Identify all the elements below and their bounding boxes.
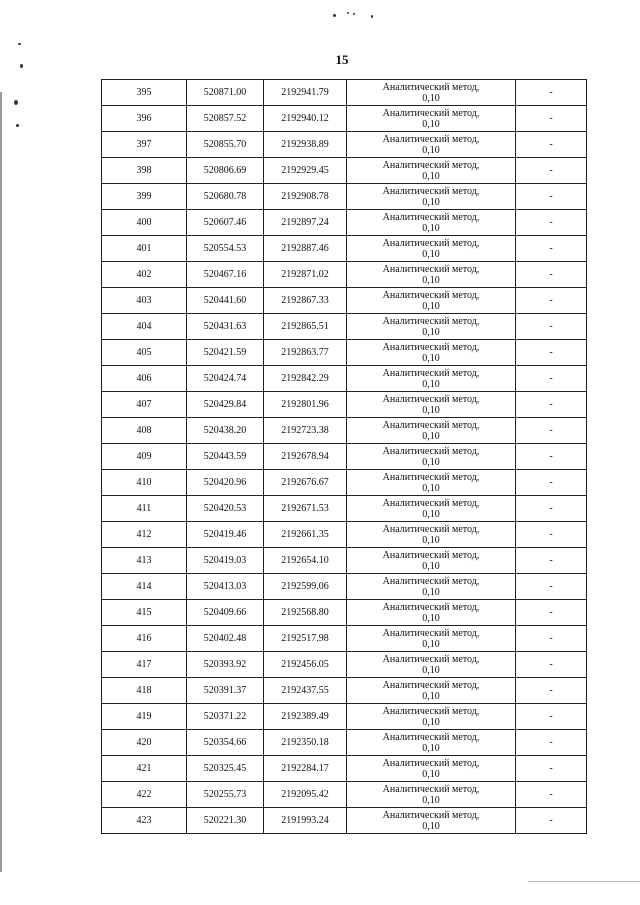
method-accuracy: 0,10 xyxy=(422,638,440,650)
point-number-cell: 397 xyxy=(102,132,187,158)
method-name: Аналитический метод, xyxy=(382,523,480,535)
method-accuracy: 0,10 xyxy=(422,196,440,208)
method-accuracy: 0,10 xyxy=(422,170,440,182)
method-name: Аналитический метод, xyxy=(382,159,480,171)
method-accuracy: 0,10 xyxy=(422,534,440,546)
point-number-cell: 396 xyxy=(102,106,187,132)
method-accuracy: 0,10 xyxy=(422,248,440,260)
x-coordinate-cell: 520607.46 xyxy=(187,210,264,236)
method-cell xyxy=(347,574,516,600)
note-cell: - xyxy=(516,106,587,132)
y-coordinate-cell: 2192568.80 xyxy=(264,600,347,626)
table-row xyxy=(102,652,587,678)
table-row xyxy=(102,80,587,106)
method-accuracy: 0,10 xyxy=(422,508,440,520)
y-coordinate-cell: 2192887.46 xyxy=(264,236,347,262)
y-coordinate-cell: 2192517.98 xyxy=(264,626,347,652)
x-coordinate-cell: 520443.59 xyxy=(187,444,264,470)
y-coordinate-cell: 2192842.29 xyxy=(264,366,347,392)
method-cell xyxy=(347,392,516,418)
method-accuracy: 0,10 xyxy=(422,378,440,390)
y-coordinate-cell: 2192897.24 xyxy=(264,210,347,236)
scan-speck xyxy=(16,124,19,127)
method-name: Аналитический метод, xyxy=(382,783,480,795)
table-row xyxy=(102,158,587,184)
table-row xyxy=(102,548,587,574)
coordinates-table xyxy=(101,79,587,834)
method-accuracy: 0,10 xyxy=(422,794,440,806)
table-row xyxy=(102,184,587,210)
y-coordinate-cell: 2192871.02 xyxy=(264,262,347,288)
note-cell: - xyxy=(516,522,587,548)
y-coordinate-cell: 2192676.67 xyxy=(264,470,347,496)
point-number-cell: 415 xyxy=(102,600,187,626)
y-coordinate-cell: 2192389.49 xyxy=(264,704,347,730)
note-cell: - xyxy=(516,808,587,834)
scan-speck xyxy=(14,100,18,105)
note-cell: - xyxy=(516,548,587,574)
x-coordinate-cell: 520221.30 xyxy=(187,808,264,834)
point-number-cell: 400 xyxy=(102,210,187,236)
method-accuracy: 0,10 xyxy=(422,482,440,494)
table-row xyxy=(102,262,587,288)
method-name: Аналитический метод, xyxy=(382,367,480,379)
table-row xyxy=(102,392,587,418)
method-name: Аналитический метод, xyxy=(382,575,480,587)
table-row xyxy=(102,600,587,626)
method-accuracy: 0,10 xyxy=(422,820,440,832)
method-name: Аналитический метод, xyxy=(382,601,480,613)
scan-speck xyxy=(18,43,21,45)
point-number-cell: 405 xyxy=(102,340,187,366)
method-name: Аналитический метод, xyxy=(382,393,480,405)
y-coordinate-cell: 2192654.10 xyxy=(264,548,347,574)
scan-speck xyxy=(333,14,336,17)
method-name: Аналитический метод, xyxy=(382,497,480,509)
method-accuracy: 0,10 xyxy=(422,92,440,104)
x-coordinate-cell: 520371.22 xyxy=(187,704,264,730)
x-coordinate-cell: 520419.46 xyxy=(187,522,264,548)
method-cell xyxy=(347,808,516,834)
page-number: 15 xyxy=(335,52,349,67)
method-cell xyxy=(347,626,516,652)
table-row xyxy=(102,496,587,522)
table-row xyxy=(102,210,587,236)
point-number-cell: 412 xyxy=(102,522,187,548)
x-coordinate-cell: 520391.37 xyxy=(187,678,264,704)
point-number-cell: 414 xyxy=(102,574,187,600)
scan-speck xyxy=(371,15,373,18)
note-cell: - xyxy=(516,132,587,158)
method-cell xyxy=(347,522,516,548)
method-accuracy: 0,10 xyxy=(422,274,440,286)
point-number-cell: 423 xyxy=(102,808,187,834)
method-name: Аналитический метод, xyxy=(382,679,480,691)
method-cell xyxy=(347,756,516,782)
method-name: Аналитический метод, xyxy=(382,653,480,665)
x-coordinate-cell: 520806.69 xyxy=(187,158,264,184)
method-cell xyxy=(347,132,516,158)
method-cell xyxy=(347,288,516,314)
point-number-cell: 409 xyxy=(102,444,187,470)
y-coordinate-cell: 2192671.53 xyxy=(264,496,347,522)
y-coordinate-cell: 2192938.89 xyxy=(264,132,347,158)
method-name: Аналитический метод, xyxy=(382,627,480,639)
method-accuracy: 0,10 xyxy=(422,300,440,312)
method-cell xyxy=(347,470,516,496)
x-coordinate-cell: 520421.59 xyxy=(187,340,264,366)
point-number-cell: 406 xyxy=(102,366,187,392)
method-accuracy: 0,10 xyxy=(422,742,440,754)
table-row xyxy=(102,366,587,392)
x-coordinate-cell: 520402.48 xyxy=(187,626,264,652)
x-coordinate-cell: 520431.63 xyxy=(187,314,264,340)
method-name: Аналитический метод, xyxy=(382,341,480,353)
point-number-cell: 411 xyxy=(102,496,187,522)
y-coordinate-cell: 2192723.38 xyxy=(264,418,347,444)
table-row xyxy=(102,288,587,314)
method-name: Аналитический метод, xyxy=(382,809,480,821)
y-coordinate-cell: 2192284.17 xyxy=(264,756,347,782)
point-number-cell: 404 xyxy=(102,314,187,340)
method-accuracy: 0,10 xyxy=(422,664,440,676)
method-accuracy: 0,10 xyxy=(422,144,440,156)
method-cell xyxy=(347,106,516,132)
method-name: Аналитический метод, xyxy=(382,81,480,93)
x-coordinate-cell: 520419.03 xyxy=(187,548,264,574)
note-cell: - xyxy=(516,704,587,730)
method-accuracy: 0,10 xyxy=(422,690,440,702)
x-coordinate-cell: 520857.52 xyxy=(187,106,264,132)
x-coordinate-cell: 520441.60 xyxy=(187,288,264,314)
note-cell: - xyxy=(516,730,587,756)
note-cell: - xyxy=(516,626,587,652)
note-cell: - xyxy=(516,210,587,236)
table-row xyxy=(102,340,587,366)
note-cell: - xyxy=(516,366,587,392)
method-name: Аналитический метод, xyxy=(382,289,480,301)
x-coordinate-cell: 520413.03 xyxy=(187,574,264,600)
method-name: Аналитический метод, xyxy=(382,107,480,119)
y-coordinate-cell: 2192095.42 xyxy=(264,782,347,808)
note-cell: - xyxy=(516,158,587,184)
y-coordinate-cell: 2192437.55 xyxy=(264,678,347,704)
table-row xyxy=(102,418,587,444)
note-cell: - xyxy=(516,782,587,808)
table-row xyxy=(102,730,587,756)
table-row xyxy=(102,314,587,340)
table-row xyxy=(102,470,587,496)
table-row xyxy=(102,756,587,782)
point-number-cell: 419 xyxy=(102,704,187,730)
table-row xyxy=(102,678,587,704)
note-cell: - xyxy=(516,314,587,340)
x-coordinate-cell: 520393.92 xyxy=(187,652,264,678)
method-name: Аналитический метод, xyxy=(382,263,480,275)
point-number-cell: 420 xyxy=(102,730,187,756)
method-cell xyxy=(347,548,516,574)
scan-edge-shadow xyxy=(0,92,2,872)
method-accuracy: 0,10 xyxy=(422,612,440,624)
note-cell: - xyxy=(516,288,587,314)
method-cell xyxy=(347,366,516,392)
method-cell xyxy=(347,262,516,288)
table-row xyxy=(102,444,587,470)
method-cell xyxy=(347,496,516,522)
note-cell: - xyxy=(516,652,587,678)
x-coordinate-cell: 520871.00 xyxy=(187,80,264,106)
note-cell: - xyxy=(516,262,587,288)
x-coordinate-cell: 520438.20 xyxy=(187,418,264,444)
table-row xyxy=(102,106,587,132)
method-name: Аналитический метод, xyxy=(382,237,480,249)
point-number-cell: 401 xyxy=(102,236,187,262)
method-name: Аналитический метод, xyxy=(382,315,480,327)
y-coordinate-cell: 2192599.06 xyxy=(264,574,347,600)
method-name: Аналитический метод, xyxy=(382,549,480,561)
x-coordinate-cell: 520255.73 xyxy=(187,782,264,808)
method-cell xyxy=(347,652,516,678)
method-accuracy: 0,10 xyxy=(422,456,440,468)
note-cell: - xyxy=(516,236,587,262)
method-accuracy: 0,10 xyxy=(422,768,440,780)
x-coordinate-cell: 520424.74 xyxy=(187,366,264,392)
coordinates-table-body xyxy=(102,80,587,834)
method-name: Аналитический метод, xyxy=(382,757,480,769)
point-number-cell: 421 xyxy=(102,756,187,782)
method-cell xyxy=(347,158,516,184)
y-coordinate-cell: 2192678.94 xyxy=(264,444,347,470)
x-coordinate-cell: 520855.70 xyxy=(187,132,264,158)
point-number-cell: 399 xyxy=(102,184,187,210)
method-name: Аналитический метод, xyxy=(382,731,480,743)
note-cell: - xyxy=(516,340,587,366)
note-cell: - xyxy=(516,392,587,418)
x-coordinate-cell: 520354.66 xyxy=(187,730,264,756)
note-cell: - xyxy=(516,678,587,704)
y-coordinate-cell: 2192863.77 xyxy=(264,340,347,366)
method-accuracy: 0,10 xyxy=(422,352,440,364)
x-coordinate-cell: 520429.84 xyxy=(187,392,264,418)
method-accuracy: 0,10 xyxy=(422,222,440,234)
y-coordinate-cell: 2192801.96 xyxy=(264,392,347,418)
method-cell xyxy=(347,418,516,444)
note-cell: - xyxy=(516,470,587,496)
method-accuracy: 0,10 xyxy=(422,326,440,338)
method-accuracy: 0,10 xyxy=(422,560,440,572)
method-cell xyxy=(347,80,516,106)
method-cell xyxy=(347,444,516,470)
x-coordinate-cell: 520325.45 xyxy=(187,756,264,782)
method-accuracy: 0,10 xyxy=(422,586,440,598)
point-number-cell: 408 xyxy=(102,418,187,444)
note-cell: - xyxy=(516,756,587,782)
point-number-cell: 417 xyxy=(102,652,187,678)
method-accuracy: 0,10 xyxy=(422,716,440,728)
scan-bottom-line xyxy=(528,881,640,882)
method-accuracy: 0,10 xyxy=(422,430,440,442)
method-name: Аналитический метод, xyxy=(382,471,480,483)
method-name: Аналитический метод, xyxy=(382,133,480,145)
point-number-cell: 395 xyxy=(102,80,187,106)
point-number-cell: 416 xyxy=(102,626,187,652)
scan-speck xyxy=(347,12,349,14)
x-coordinate-cell: 520467.16 xyxy=(187,262,264,288)
y-coordinate-cell: 2192867.33 xyxy=(264,288,347,314)
method-cell xyxy=(347,184,516,210)
method-name: Аналитический метод, xyxy=(382,445,480,457)
point-number-cell: 398 xyxy=(102,158,187,184)
table-row xyxy=(102,132,587,158)
y-coordinate-cell: 2192350.18 xyxy=(264,730,347,756)
method-name: Аналитический метод, xyxy=(382,419,480,431)
method-cell xyxy=(347,314,516,340)
method-name: Аналитический метод, xyxy=(382,211,480,223)
point-number-cell: 413 xyxy=(102,548,187,574)
method-cell xyxy=(347,210,516,236)
table-row xyxy=(102,626,587,652)
point-number-cell: 403 xyxy=(102,288,187,314)
x-coordinate-cell: 520420.96 xyxy=(187,470,264,496)
point-number-cell: 402 xyxy=(102,262,187,288)
y-coordinate-cell: 2192940.12 xyxy=(264,106,347,132)
method-cell xyxy=(347,782,516,808)
method-cell xyxy=(347,600,516,626)
scan-speck xyxy=(353,13,355,15)
table-row xyxy=(102,236,587,262)
note-cell: - xyxy=(516,444,587,470)
table-row xyxy=(102,782,587,808)
table-row xyxy=(102,522,587,548)
note-cell: - xyxy=(516,600,587,626)
y-coordinate-cell: 2192661.35 xyxy=(264,522,347,548)
point-number-cell: 407 xyxy=(102,392,187,418)
method-cell xyxy=(347,730,516,756)
x-coordinate-cell: 520420.53 xyxy=(187,496,264,522)
method-accuracy: 0,10 xyxy=(422,404,440,416)
table-row xyxy=(102,574,587,600)
method-name: Аналитический метод, xyxy=(382,705,480,717)
note-cell: - xyxy=(516,496,587,522)
method-name: Аналитический метод, xyxy=(382,185,480,197)
y-coordinate-cell: 2192865.51 xyxy=(264,314,347,340)
note-cell: - xyxy=(516,80,587,106)
x-coordinate-cell: 520680.78 xyxy=(187,184,264,210)
x-coordinate-cell: 520554.53 xyxy=(187,236,264,262)
point-number-cell: 418 xyxy=(102,678,187,704)
y-coordinate-cell: 2192456.05 xyxy=(264,652,347,678)
note-cell: - xyxy=(516,418,587,444)
point-number-cell: 410 xyxy=(102,470,187,496)
note-cell: - xyxy=(516,184,587,210)
method-cell xyxy=(347,340,516,366)
method-accuracy: 0,10 xyxy=(422,118,440,130)
note-cell: - xyxy=(516,574,587,600)
y-coordinate-cell: 2192941.79 xyxy=(264,80,347,106)
y-coordinate-cell: 2191993.24 xyxy=(264,808,347,834)
table-row xyxy=(102,704,587,730)
point-number-cell: 422 xyxy=(102,782,187,808)
y-coordinate-cell: 2192929.45 xyxy=(264,158,347,184)
table-row xyxy=(102,808,587,834)
method-cell xyxy=(347,704,516,730)
x-coordinate-cell: 520409.66 xyxy=(187,600,264,626)
y-coordinate-cell: 2192908.78 xyxy=(264,184,347,210)
method-cell xyxy=(347,236,516,262)
method-cell xyxy=(347,678,516,704)
